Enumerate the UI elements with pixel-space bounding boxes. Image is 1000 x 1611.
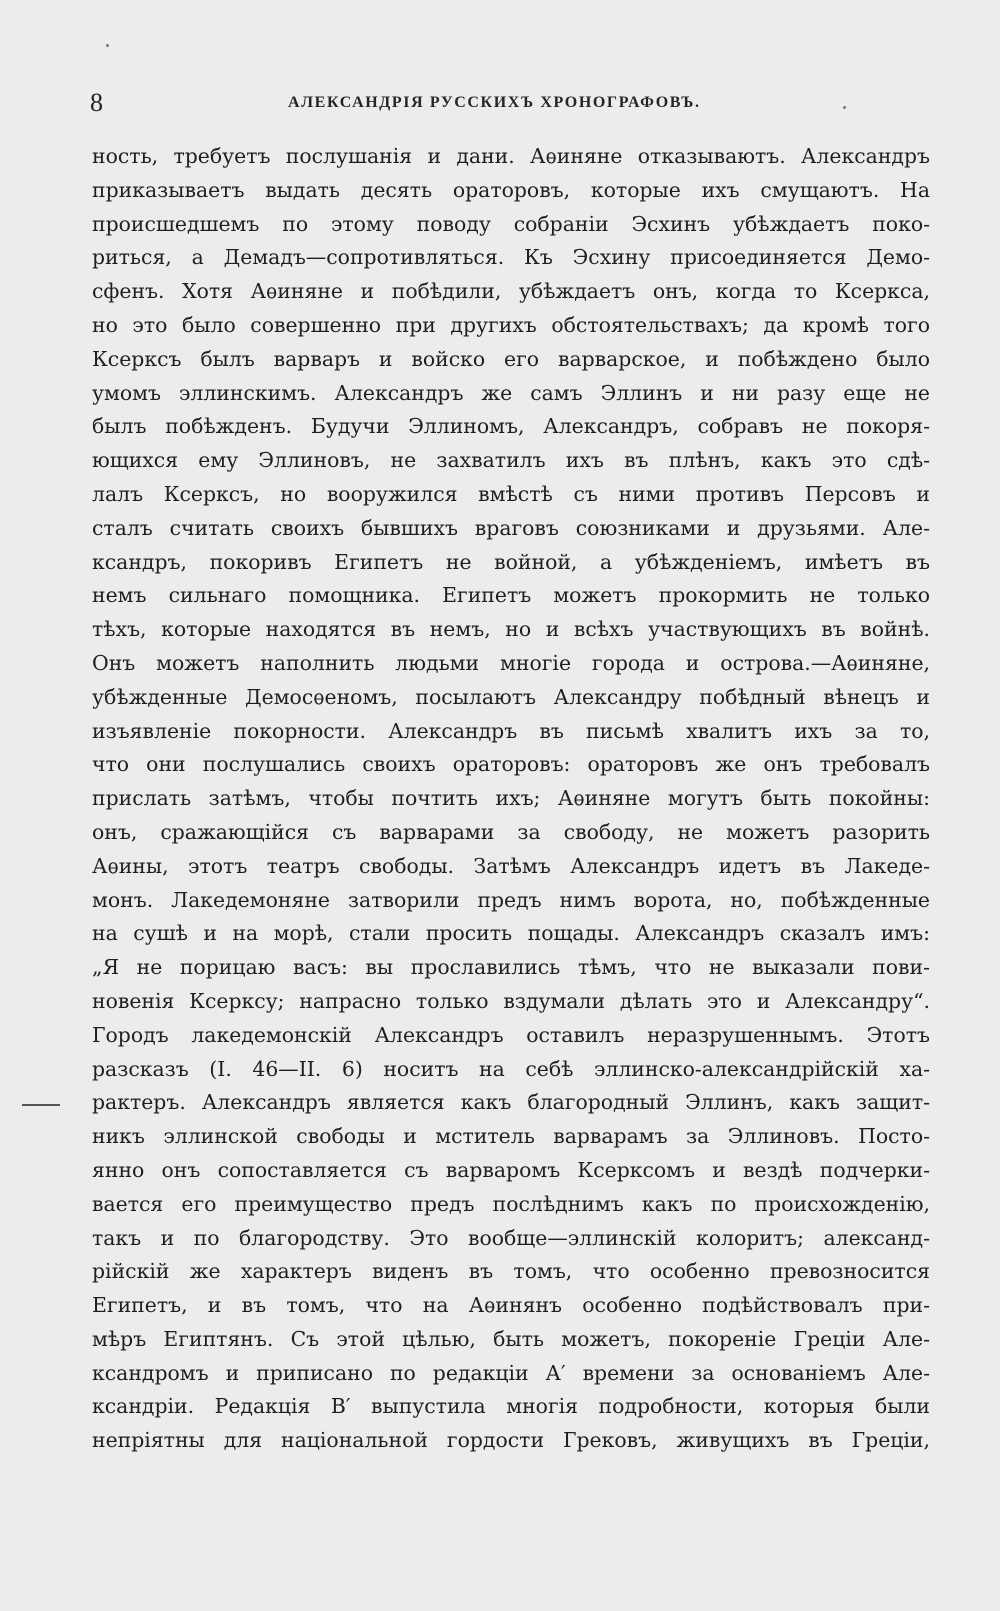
text-line: прислать затѣмъ, чтобы почтить ихъ; Аѳиняне могутъ быть покойны: [92, 786, 930, 811]
paper-speck [106, 44, 109, 47]
text-line: разсказъ (I. 46—II. 6) носитъ на себѣ эллинско-александрійскій ха- [92, 1056, 930, 1081]
text-line: „Я не порицаю васъ: вы прославились тѣмъ, что не выказали пови- [92, 955, 930, 980]
body-text [92, 140, 930, 1458]
text-line: сфенъ. Хотя Аѳиняне и побѣдили, убѣждаетъ онъ, когда то Ксеркса, [92, 279, 930, 304]
text-line: монъ. Лакедемоняне затворили предъ нимъ ворота, но, побѣжденные [92, 887, 930, 912]
text-line: сталъ считать своихъ бывшихъ враговъ союзниками и друзьями. Але- [92, 515, 930, 540]
text-line: ксандріи. Редакція В′ выпустила многія подробности, которыя были [92, 1394, 930, 1419]
text-line: непріятны для національной гордости Грековъ, живущихъ въ Греціи, [92, 1428, 930, 1453]
text-line: приказываетъ выдать десять ораторовъ, которые ихъ смущаютъ. На [92, 177, 930, 202]
text-line: что они послушались своихъ ораторовъ: ораторовъ же онъ требовалъ [92, 752, 930, 777]
text-line: онъ, сражающійся съ варварами за свободу, не можетъ разорить [92, 819, 930, 844]
text-line: Ксерксъ былъ варваръ и войско его варварское, и побѣждено было [92, 346, 930, 371]
text-line: такъ и по благородству. Это вообще—эллинскій колоритъ; александ- [92, 1225, 930, 1250]
text-line: Городъ лакедемонскій Александръ оставилъ неразрушеннымъ. Этотъ [92, 1022, 930, 1047]
text-line: ность, требуетъ послушанія и дани. Аѳиняне отказываютъ. Александръ [92, 144, 930, 168]
text-line: ксандромъ и приписано по редакціи А′ времени за основаніемъ Але- [92, 1360, 930, 1385]
text-line: но это было совершенно при другихъ обстоятельствахъ; да кромѣ того [92, 312, 930, 337]
text-line: умомъ эллинскимъ. Александръ же самъ Эллинъ и ни разу еще не [92, 380, 930, 405]
text-line: Онъ можетъ наполнить людьми многіе города и острова.—Аѳиняне, [92, 650, 930, 675]
text-line: мѣръ Египтянъ. Съ этой цѣлью, быть можетъ, покореніе Греціи Але- [92, 1326, 930, 1351]
text-line: Аѳины, этотъ театръ свободы. Затѣмъ Александръ идетъ въ Лакеде- [92, 853, 930, 878]
text-line: убѣжденные Демосѳеномъ, посылаютъ Александру побѣдный вѣнецъ и [92, 684, 930, 709]
text-line: риться, а Демадъ—сопротивляться. Къ Эсхину присоединяется Демо- [92, 245, 930, 270]
running-title: АЛЕКСАНДРІЯ РУССКИХЪ ХРОНОГРАФОВЪ. [288, 94, 701, 111]
text-line: рійскій же характеръ виденъ въ томъ, что особенно превозносится [92, 1259, 930, 1284]
text-line: янно онъ сопоставляется съ варваромъ Ксерксомъ и вездѣ подчерки- [92, 1157, 930, 1182]
paper-speck [843, 106, 846, 109]
margin-mark [22, 1104, 60, 1106]
text-line: никъ эллинской свободы и мститель варварамъ за Эллиновъ. Посто- [92, 1124, 930, 1149]
text-line: Египетъ, и въ томъ, что на Аѳинянъ особенно подѣйствовалъ при- [92, 1293, 930, 1318]
text-line: рактеръ. Александръ является какъ благородный Эллинъ, какъ защит- [92, 1090, 930, 1115]
text-line: лалъ Ксерксъ, но вооружился вмѣстѣ съ ними противъ Персовъ и [92, 481, 930, 506]
page-header [90, 88, 930, 118]
text-line: новенія Ксерксу; напрасно только вздумали дѣлать это и Александру“. [92, 988, 930, 1013]
text-line: ющихся ему Эллиновъ, не захватилъ ихъ въ плѣнъ, какъ это сдѣ- [92, 448, 930, 473]
text-line: происшедшемъ по этому поводу собраніи Эсхинъ убѣждаетъ поко- [92, 211, 930, 236]
page-number: 8 [90, 88, 103, 117]
text-line: былъ побѣжденъ. Будучи Эллиномъ, Александръ, собравъ не покоря- [92, 414, 930, 439]
text-line: ксандръ, покоривъ Египетъ не войной, а убѣжденіемъ, имѣетъ въ [92, 549, 930, 574]
text-line: немъ сильнаго помощника. Египетъ можетъ прокормить не только [92, 583, 930, 608]
text-line: на сушѣ и на морѣ, стали просить пощады. Александръ сказалъ имъ: [92, 921, 930, 946]
text-line: тѣхъ, которые находятся въ немъ, но и всѣхъ участвующихъ въ войнѣ. [92, 617, 930, 642]
text-line: вается его преимущество предъ послѣднимъ какъ по происхожденію, [92, 1191, 930, 1216]
text-line: изъявленіе покорности. Александръ въ письмѣ хвалитъ ихъ за то, [92, 718, 930, 743]
